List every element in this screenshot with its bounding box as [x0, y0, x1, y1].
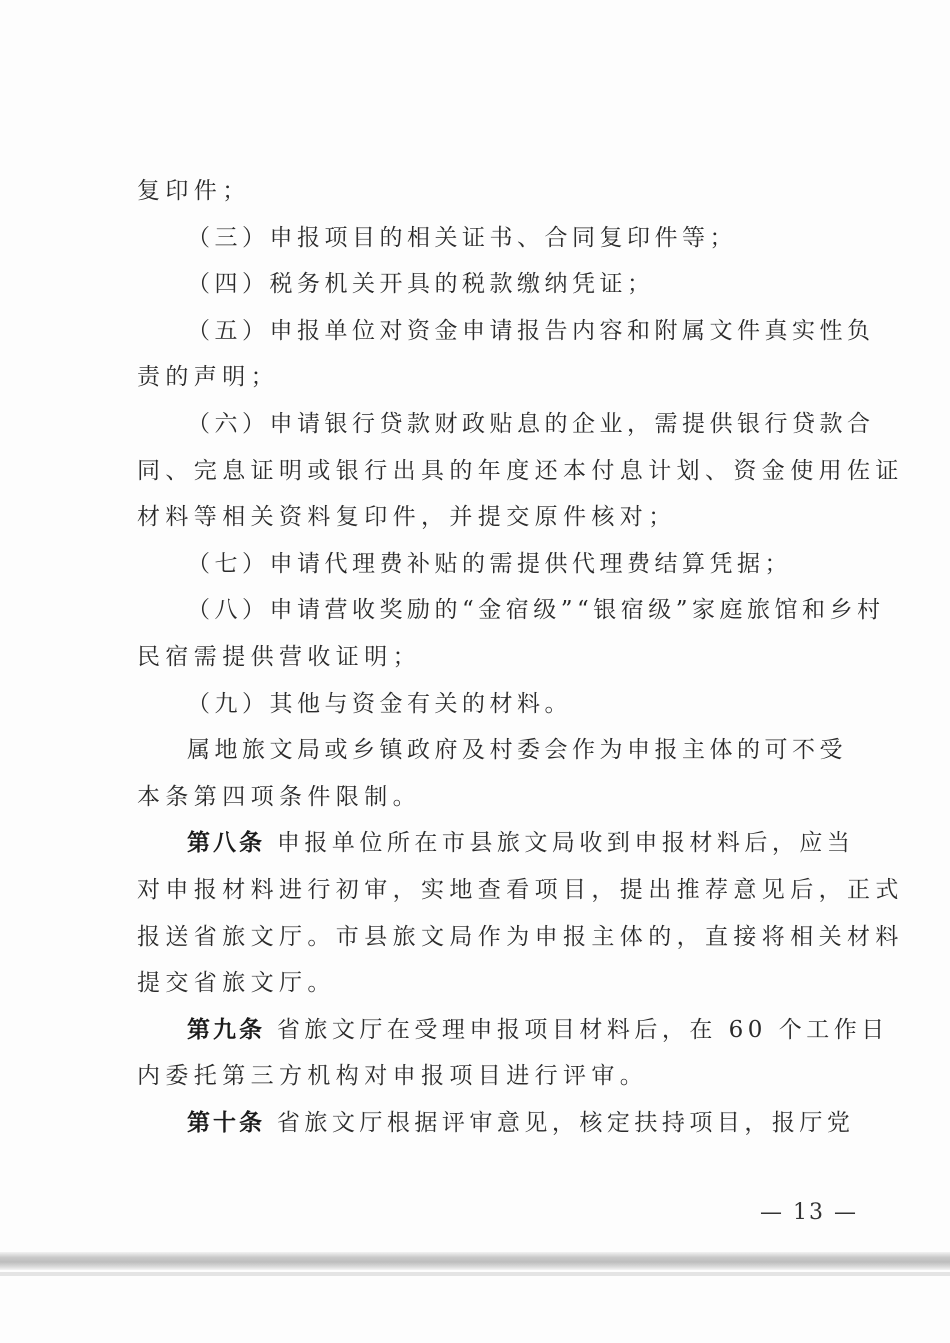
- article-9-line: [137, 1007, 889, 1054]
- paragraph-line: 材料等相关资料复印件，并提交原件核对；: [137, 504, 677, 531]
- paragraph-line: （八）申请营收奖励的“金宿级”“银宿级”家庭旅馆和乡村: [187, 597, 885, 624]
- paragraph-line: 本条第四项条件限制。: [137, 783, 421, 810]
- paragraph-line: （七）申请代理费补贴的需提供代理费结算凭据；: [187, 550, 792, 577]
- paragraph-line: 提交省旅文厅。: [137, 970, 336, 997]
- paragraph-line: 复印件；: [137, 178, 251, 204]
- document-body: [137, 168, 904, 1146]
- page-number: — 13 —: [760, 1200, 858, 1225]
- scan-footer-band: [0, 1252, 950, 1270]
- article-10-line: [137, 1100, 855, 1147]
- article-9-heading: 第九条: [187, 1015, 265, 1043]
- paragraph-line: （五）申报单位对资金申请报告内容和附属文件真实性负: [187, 317, 875, 344]
- paragraph-line: 内委托第三方机构对申报项目进行评审。: [137, 1063, 649, 1090]
- article-8-heading: 第八条: [187, 829, 265, 857]
- paragraph-line: 报送省旅文厅。市县旅文局作为申报主体的，直接将相关材料: [137, 923, 904, 950]
- article-8-line: [137, 820, 855, 867]
- article-8-text: 申报单位所在市县旅文局收到申报材料后，应当: [276, 830, 855, 857]
- scan-footer-line: [0, 1272, 950, 1276]
- paragraph-line: （三）申报项目的相关证书、合同复印件等；: [187, 224, 737, 251]
- paragraph-line: 对申报材料进行初审，实地查看项目，提出推荐意见后，正式: [137, 876, 904, 903]
- article-9-text: 省旅文厅在受理申报项目材料后，在 60 个工作日: [276, 1016, 889, 1043]
- paragraph-line: 责的声明；: [137, 364, 279, 391]
- paragraph-line: 民宿需提供营收证明；: [137, 643, 421, 670]
- paragraph-line: 同、完息证明或银行出具的年度还本付息计划、资金使用佐证: [137, 457, 904, 484]
- paragraph-line: （六）申请银行贷款财政贴息的企业，需提供银行贷款合: [187, 410, 875, 437]
- paragraph-line: 属地旅文局或乡镇政府及村委会作为申报主体的可不受: [187, 737, 847, 764]
- article-10-heading: 第十条: [187, 1108, 265, 1136]
- article-10-text: 省旅文厅根据评审意见，核定扶持项目，报厅党: [276, 1109, 855, 1136]
- paragraph-line: （四）税务机关开具的税款缴纳凭证；: [187, 271, 655, 298]
- paragraph-line: （九）其他与资金有关的材料。: [187, 690, 572, 717]
